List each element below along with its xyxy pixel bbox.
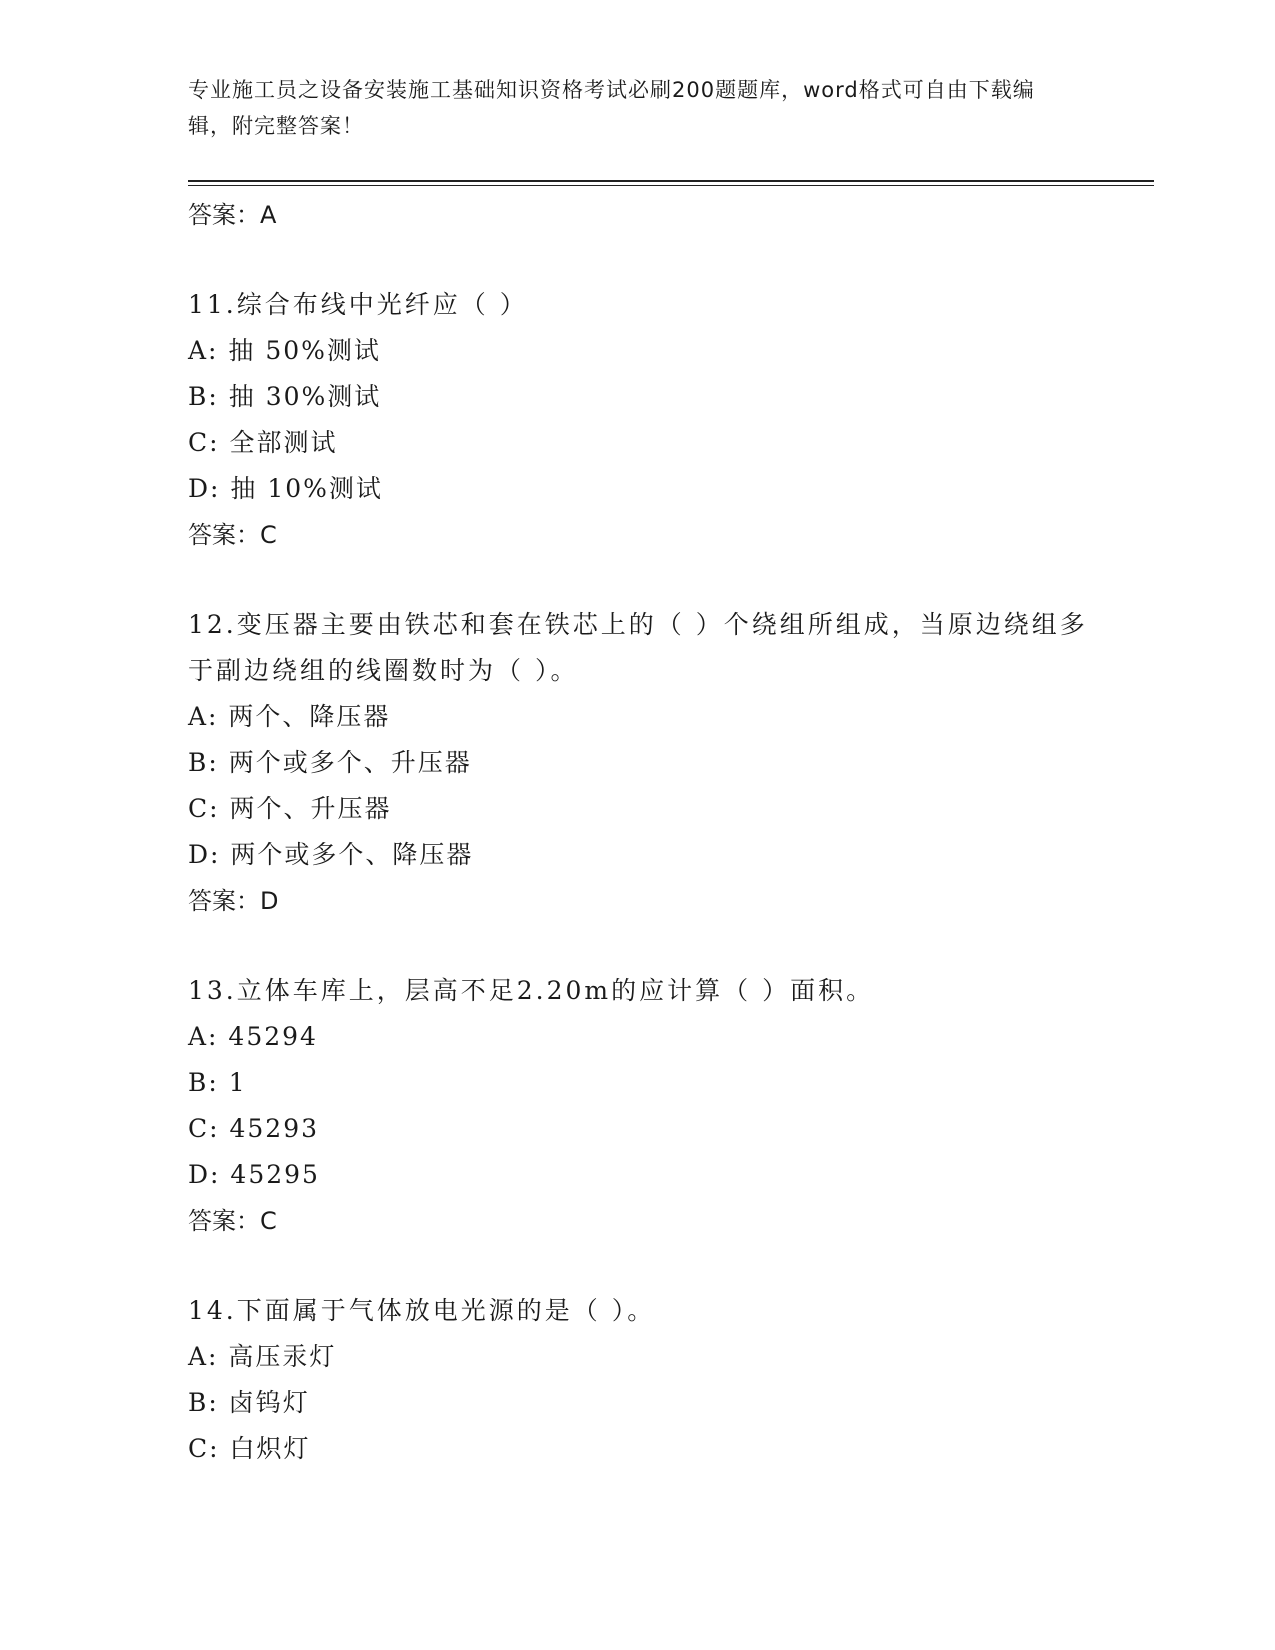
question-stem: 14.下面属于气体放电光源的是（ ）。: [188, 1296, 656, 1325]
option-b: B: 两个或多个、升压器: [188, 748, 472, 777]
option-a: A: 两个、降压器: [188, 702, 391, 731]
header-divider-thick: [188, 180, 1154, 182]
option-c: C: 白炽灯: [188, 1434, 311, 1463]
option-b: B: 抽 30%测试: [188, 382, 382, 411]
option-a: A: 高压汞灯: [188, 1342, 337, 1371]
question-14: [188, 1288, 1088, 1472]
question-13: [188, 968, 1088, 1244]
question-12: [188, 602, 1088, 924]
option-d: D: 45295: [188, 1160, 320, 1189]
option-c: C: 全部测试: [188, 428, 338, 457]
question-stem: 12.变压器主要由铁芯和套在铁芯上的（ ）个绕组所组成，当原边绕组多于副边绕组的线圈数时为（ ）。: [188, 610, 1088, 685]
option-a: A: 45294: [188, 1022, 318, 1051]
question-11: [188, 282, 1088, 558]
option-c: C: 45293: [188, 1114, 320, 1143]
option-d: D: 两个或多个、降压器: [188, 840, 474, 869]
option-a: A: 抽 50%测试: [188, 336, 381, 365]
answer-line: 答案：A: [188, 201, 277, 229]
question-stem: 13.立体车库上，层高不足2.20m的应计算（ ）面积。: [188, 976, 875, 1005]
answer-line: 答案：C: [188, 1207, 277, 1235]
question-stem: 11.综合布线中光纤应（ ）: [188, 290, 528, 319]
answer-line: 答案：D: [188, 887, 279, 915]
header-divider-thin: [188, 185, 1154, 186]
option-d: D: 抽 10%测试: [188, 474, 383, 503]
answer-line: 答案：C: [188, 521, 277, 549]
document-header: 专业施工员之设备安装施工基础知识资格考试必刷200题题库，word格式可自由下载编辑，附完整答案！: [188, 78, 1035, 138]
option-b: B: 卤钨灯: [188, 1388, 310, 1417]
question-list: [188, 192, 1088, 1472]
option-b: B: 1: [188, 1068, 247, 1097]
option-c: C: 两个、升压器: [188, 794, 392, 823]
